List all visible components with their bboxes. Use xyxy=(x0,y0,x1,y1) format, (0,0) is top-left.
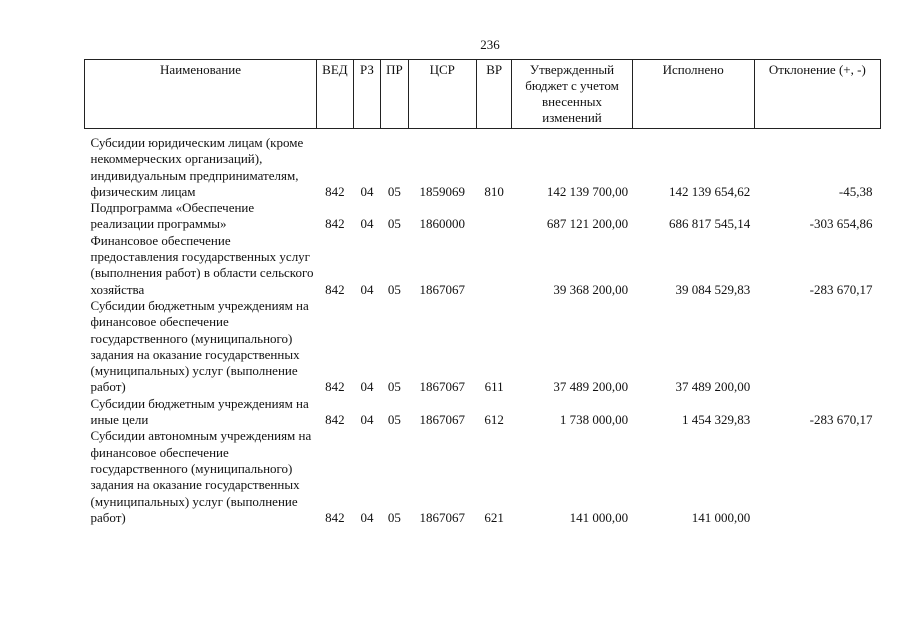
cell-name: Субсидии бюджетным учреждениям на финансовое обеспечение государственного (муниципального) задания на оказание государственных (муниципальных) услуг (выполнение работ) xyxy=(90,297,309,395)
table-row xyxy=(85,233,881,298)
header-vr: ВР xyxy=(476,60,512,129)
cell-executed: 142 139 654,62 xyxy=(668,183,751,199)
table-row xyxy=(85,200,881,233)
cell-name: Подпрограмма «Обеспечение реализации программы» xyxy=(90,200,255,232)
cell-pr: 05 xyxy=(387,509,401,525)
cell-executed: 686 817 545,14 xyxy=(668,216,751,232)
cell-deviation xyxy=(754,298,880,396)
header-ved: ВЕД xyxy=(317,60,354,129)
cell-vr: 612 xyxy=(484,412,504,428)
cell-vr xyxy=(476,200,512,233)
cell-name: Субсидии автономным учреждениям на финансовое обеспечение государственного (муниципального) задания на оказание государственных (муниципальных) услуг (выполнение работ) xyxy=(90,428,312,525)
cell-rz: 04 xyxy=(360,281,374,297)
cell-pr: 05 xyxy=(387,379,401,395)
cell-csr: 1859069 xyxy=(419,183,465,199)
header-rz: РЗ xyxy=(353,60,380,129)
cell-csr: 1860000 xyxy=(419,216,465,232)
cell-csr: 1867067 xyxy=(419,281,465,297)
cell-vr: 621 xyxy=(484,509,504,525)
cell-csr: 1867067 xyxy=(419,509,465,525)
cell-budget: 39 368 200,00 xyxy=(553,281,629,297)
table-row xyxy=(85,129,881,201)
cell-csr: 1867067 xyxy=(419,412,465,428)
table-row xyxy=(85,428,881,526)
cell-pr: 05 xyxy=(387,412,401,428)
cell-vr xyxy=(476,233,512,298)
header-row xyxy=(85,60,881,129)
cell-executed: 37 489 200,00 xyxy=(675,379,751,395)
cell-ved: 842 xyxy=(325,412,345,428)
header-csr: ЦСР xyxy=(408,60,476,129)
cell-rz: 04 xyxy=(360,183,374,199)
cell-rz: 04 xyxy=(360,216,374,232)
cell-executed: 39 084 529,83 xyxy=(675,281,751,297)
cell-pr: 05 xyxy=(387,216,401,232)
cell-name: Финансовое обеспечение предоставления государственных услуг (выполнения работ) в области сельского хозяйства xyxy=(90,232,314,297)
cell-deviation: -283 670,17 xyxy=(809,281,873,297)
cell-deviation xyxy=(754,428,880,526)
cell-pr: 05 xyxy=(387,281,401,297)
cell-csr: 1867067 xyxy=(419,379,465,395)
cell-pr: 05 xyxy=(387,183,401,199)
cell-rz: 04 xyxy=(360,412,374,428)
cell-ved: 842 xyxy=(325,281,345,297)
cell-ved: 842 xyxy=(325,379,345,395)
cell-budget: 687 121 200,00 xyxy=(546,216,629,232)
header-name: Наименование xyxy=(85,60,317,129)
table-row xyxy=(85,396,881,429)
cell-ved: 842 xyxy=(325,216,345,232)
cell-rz: 04 xyxy=(360,379,374,395)
cell-deviation: -303 654,86 xyxy=(809,216,873,232)
cell-budget: 142 139 700,00 xyxy=(546,183,629,199)
cell-name: Субсидии юридическим лицам (кроме некоммерческих организаций), индивидуальным предпринимателям, физическим лицам xyxy=(90,135,304,199)
cell-deviation: -283 670,17 xyxy=(809,412,873,428)
table-body xyxy=(85,129,881,527)
budget-table xyxy=(84,59,881,526)
header-budget: Утвержденный бюджет с учетом внесенных изменений xyxy=(512,60,632,129)
cell-rz: 04 xyxy=(360,509,374,525)
cell-executed: 1 454 329,83 xyxy=(681,412,751,428)
header-deviation: Отклонение (+, -) xyxy=(754,60,880,129)
page-number: 236 xyxy=(480,37,500,52)
cell-deviation: -45,38 xyxy=(838,183,873,199)
cell-name: Субсидии бюджетным учреждениям на иные цели xyxy=(90,395,309,428)
table-row xyxy=(85,298,881,396)
cell-budget: 1 738 000,00 xyxy=(559,412,629,428)
cell-ved: 842 xyxy=(325,183,345,199)
cell-budget: 37 489 200,00 xyxy=(553,379,629,395)
cell-vr: 611 xyxy=(484,379,504,395)
header-executed: Исполнено xyxy=(632,60,754,129)
cell-budget: 141 000,00 xyxy=(569,509,629,525)
cell-executed: 141 000,00 xyxy=(691,509,751,525)
header-pr: ПР xyxy=(381,60,408,129)
cell-vr: 810 xyxy=(484,183,504,199)
cell-ved: 842 xyxy=(325,509,345,525)
